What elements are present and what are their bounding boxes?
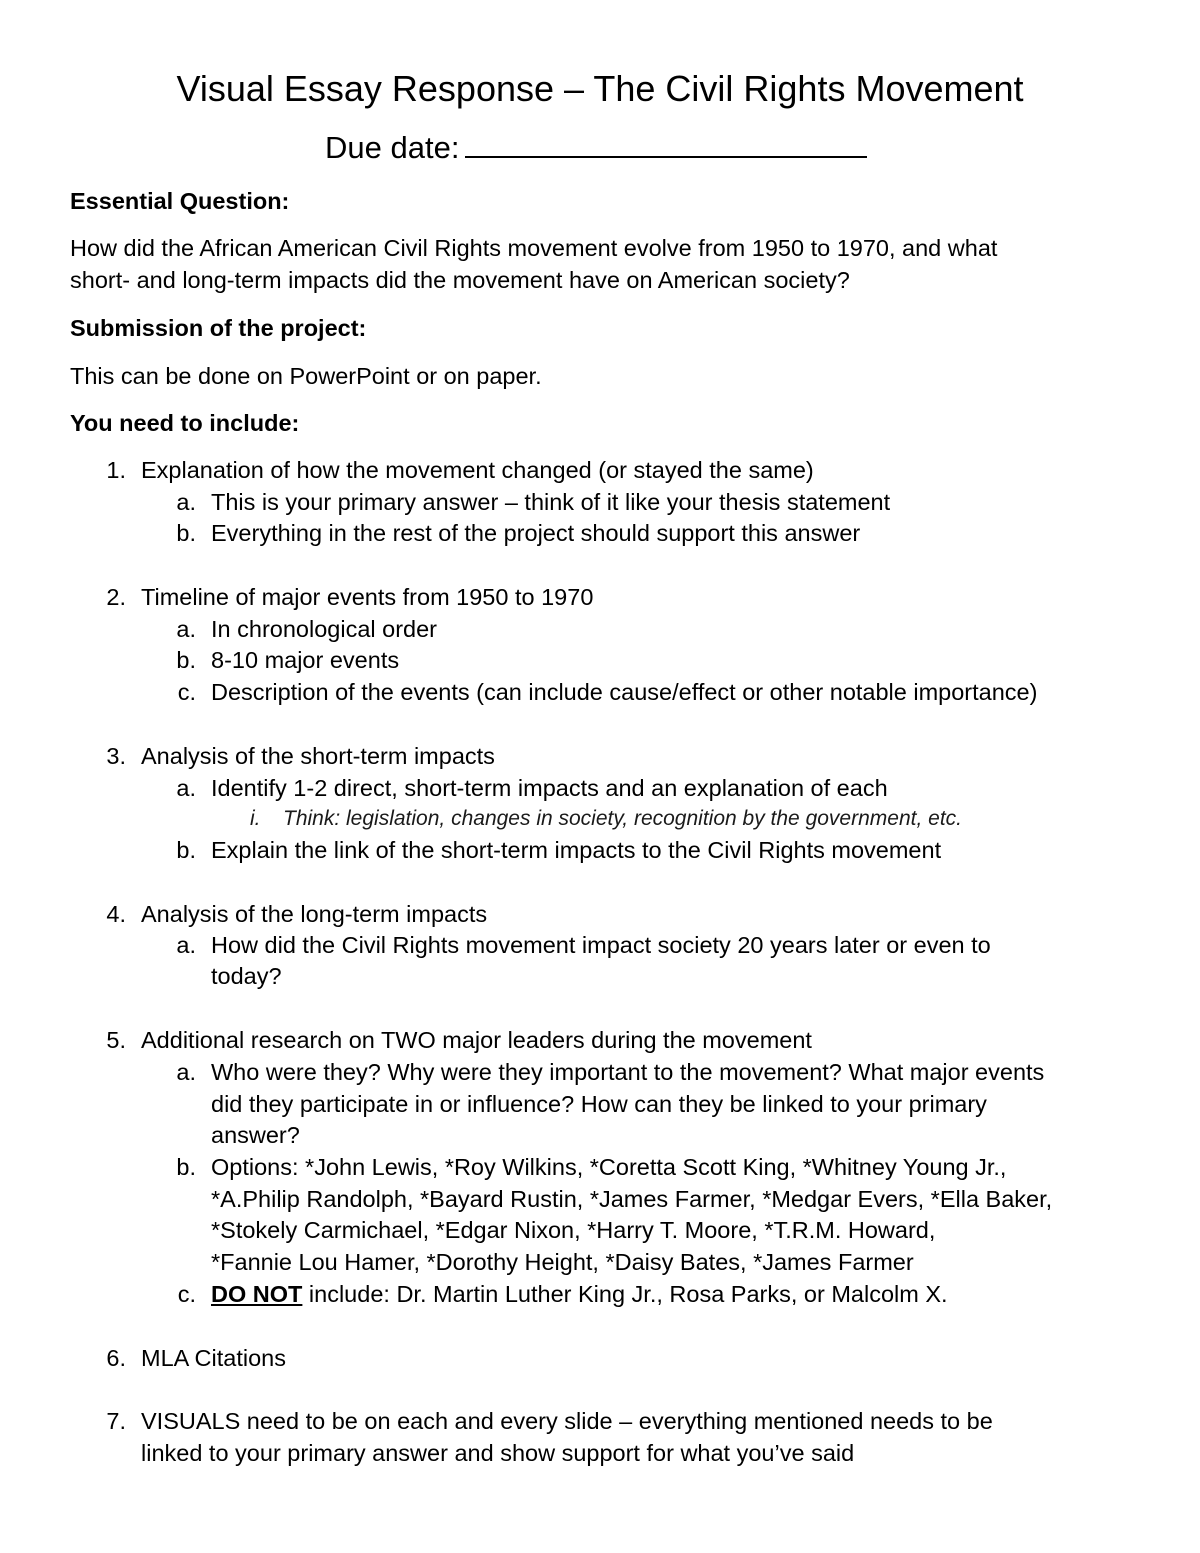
sub-item-letter: a. [176, 932, 196, 958]
essential-question-heading: Essential Question: [70, 188, 290, 214]
due-date-blank [465, 130, 867, 158]
list-item: Additional research on TWO major leaders during the movement [141, 1027, 812, 1053]
sub-item-continuation: today? [211, 963, 282, 989]
sub-item-letter: a. [176, 1059, 196, 1085]
item-number: 6. [106, 1345, 126, 1371]
sub-item: Identify 1-2 direct, short-term impacts and an explanation of each [211, 775, 888, 801]
item-number: 4. [106, 901, 126, 927]
sub-item: This is your primary answer – think of it like your thesis statement [211, 489, 891, 515]
sub-item: 8-10 major events [211, 647, 400, 673]
do-not-emphasis: DO NOT [211, 1281, 303, 1307]
excluded-leaders: include: Dr. Martin Luther King Jr., Rosa Parks, or Malcolm X. [302, 1281, 948, 1307]
item-number: 2. [106, 584, 126, 610]
document-title: Visual Essay Response – The Civil Rights Movement [176, 68, 1024, 109]
sub-item-letter: c. [177, 1281, 196, 1307]
sub-item: Who were they? Why were they important to the movement? What major events [211, 1059, 1045, 1085]
list-item-continuation: linked to your primary answer and show support for what you’ve said [141, 1440, 855, 1466]
list-item: Explanation of how the movement changed (or stayed the same) [141, 457, 814, 483]
list-item: Timeline of major events from 1950 to 1970 [141, 584, 594, 610]
list-item: MLA Citations [141, 1345, 286, 1371]
sub-sub-item: Think: legislation, changes in society, recognition by the government, etc. [283, 807, 962, 830]
sub-item-letter: b. [176, 520, 196, 546]
item-number: 7. [106, 1408, 126, 1434]
due-date [325, 130, 867, 166]
due-date-label: Due date: [325, 130, 460, 165]
sub-item: Explain the link of the short-term impacts to the Civil Rights movement [211, 837, 942, 863]
leader-options: *Stokely Carmichael, *Edgar Nixon, *Harry T. Moore, *T.R.M. Howard, [211, 1217, 936, 1243]
submission-heading: Submission of the project: [70, 315, 367, 341]
sub-item: Everything in the rest of the project should support this answer [211, 520, 861, 546]
leader-options: Options: *John Lewis, *Roy Wilkins, *Coretta Scott King, *Whitney Young Jr., [211, 1154, 1007, 1180]
sub-item-letter: b. [176, 647, 196, 673]
item-number: 5. [106, 1027, 126, 1053]
sub-sub-numeral: i. [250, 807, 261, 830]
submission-text: This can be done on PowerPoint or on paper. [70, 363, 542, 389]
sub-item-letter: a. [176, 616, 196, 642]
sub-item: Description of the events (can include cause/effect or other notable importance) [211, 679, 1038, 705]
sub-item-letter: c. [177, 679, 196, 705]
sub-item-letter: b. [176, 837, 196, 863]
sub-item [211, 1281, 948, 1308]
essential-question-line: short- and long-term impacts did the movement have on American society? [70, 267, 850, 293]
item-number: 3. [106, 743, 126, 769]
sub-item-continuation: did they participate in or influence? How can they be linked to your primary [211, 1091, 987, 1117]
list-item: Analysis of the short-term impacts [141, 743, 495, 769]
sub-item-letter: b. [176, 1154, 196, 1180]
leader-options: *A.Philip Randolph, *Bayard Rustin, *James Farmer, *Medgar Evers, *Ella Baker, [211, 1186, 1053, 1212]
essential-question-line: How did the African American Civil Rights movement evolve from 1950 to 1970, and what [70, 235, 998, 261]
sub-item: How did the Civil Rights movement impact society 20 years later or even to [211, 932, 991, 958]
item-number: 1. [106, 457, 126, 483]
sub-item-continuation: answer? [211, 1122, 300, 1148]
include-heading: You need to include: [70, 410, 300, 436]
sub-item: In chronological order [211, 616, 437, 642]
sub-item-letter: a. [176, 489, 196, 515]
sub-item-letter: a. [176, 775, 196, 801]
leader-options: *Fannie Lou Hamer, *Dorothy Height, *Daisy Bates, *James Farmer [211, 1249, 914, 1275]
list-item: Analysis of the long-term impacts [141, 901, 488, 927]
list-item: VISUALS need to be on each and every slide – everything mentioned needs to be [141, 1408, 993, 1434]
